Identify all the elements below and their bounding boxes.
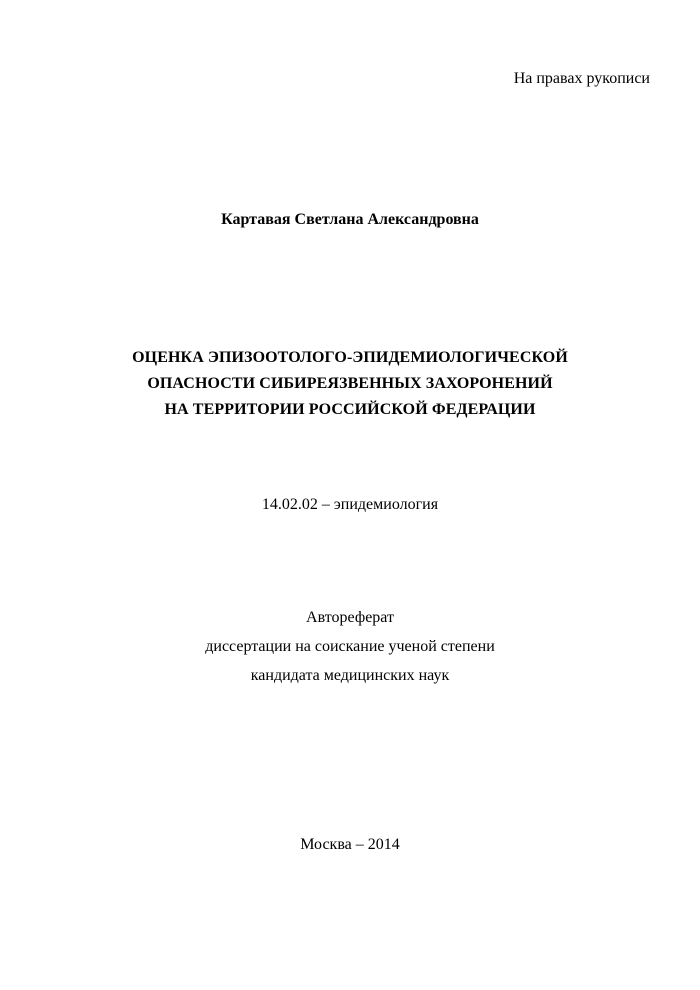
author-name: Картавая Светлана Александровна <box>221 211 479 228</box>
title-line-2: ОПАСНОСТИ СИБИРЕЯЗВЕННЫХ ЗАХОРОНЕНИЙ <box>147 375 553 392</box>
title-line-1: ОЦЕНКА ЭПИЗООТОЛОГО-ЭПИДЕМИОЛОГИЧЕСКОЙ <box>132 349 568 366</box>
title-line-3: НА ТЕРРИТОРИИ РОССИЙСКОЙ ФЕДЕРАЦИИ <box>164 401 536 418</box>
document-type: Автореферат <box>306 609 394 626</box>
degree-line-2: кандидата медицинских наук <box>250 667 450 684</box>
specialty-code: 14.02.02 – эпидемиология <box>261 496 439 513</box>
dissertation-title <box>0 345 700 423</box>
degree-line-1: диссертации на соискание ученой степени <box>205 638 495 655</box>
manuscript-rights-note: На правах рукописи <box>513 70 650 87</box>
place-and-year: Москва – 2014 <box>300 836 400 853</box>
